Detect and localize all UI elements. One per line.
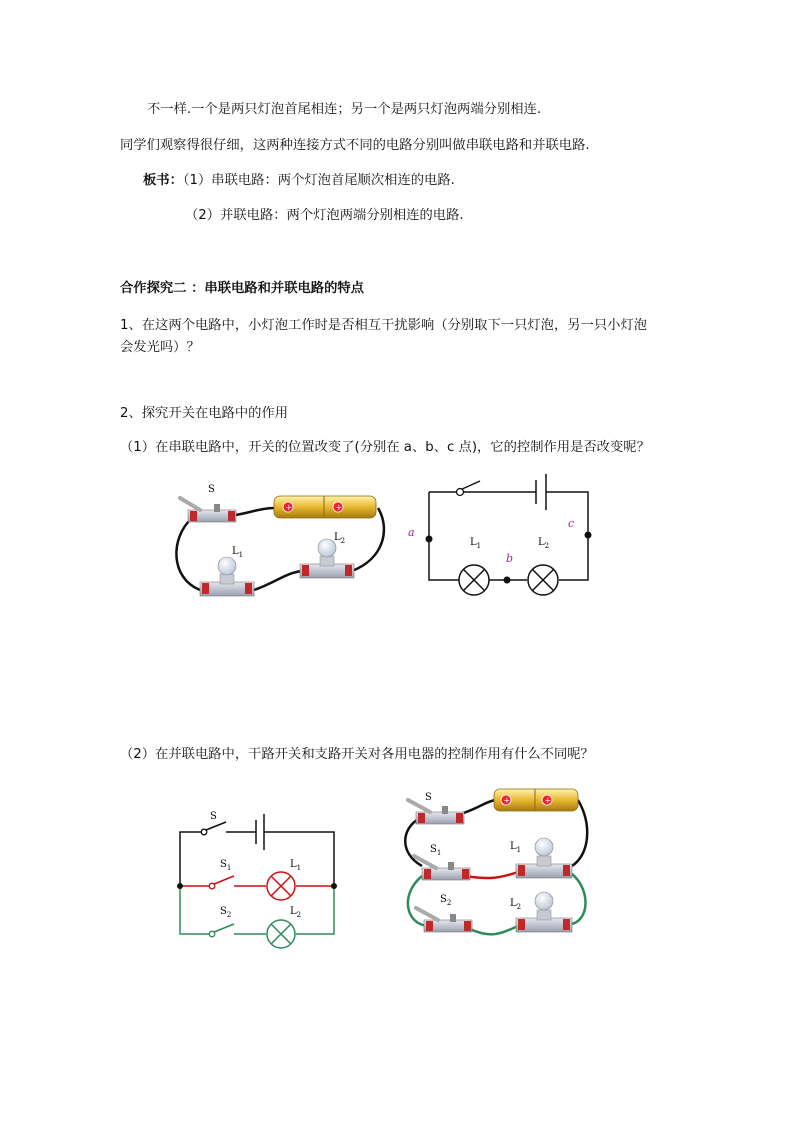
parallel-circuit-schematic xyxy=(172,806,342,948)
wire xyxy=(254,571,302,590)
wire xyxy=(230,508,275,516)
label-l2: $L_2$ xyxy=(334,532,346,545)
svg-text:+: + xyxy=(544,796,552,805)
series-circuit-photo xyxy=(170,478,390,603)
label-l1: $L_1$ xyxy=(510,841,522,854)
label-a: a xyxy=(408,526,415,539)
paragraph-1: 不一样.一个是两只灯泡首尾相连；另一个是两只灯泡两端分别相连. xyxy=(147,102,542,117)
label-b: b xyxy=(506,552,514,565)
switch-s xyxy=(180,498,236,522)
lamp-l2 xyxy=(300,539,354,578)
question-1-line-1: 1、在这两个电路中，小灯泡工作时是否相互干扰影响（分别取下一只灯泡，另一只小灯泡 xyxy=(120,318,648,333)
label-s1: $S_1$ xyxy=(220,859,232,872)
label-s2: $S_2$ xyxy=(440,894,452,907)
lamp-l2-symbol xyxy=(528,565,558,595)
board-label: 板书： xyxy=(143,173,183,188)
lamp-l2 xyxy=(516,892,572,932)
switch-s1 xyxy=(414,856,470,880)
lamp-l1-symbol xyxy=(459,565,489,595)
label-s1: $S_1$ xyxy=(430,844,442,857)
switch-contact xyxy=(457,489,464,496)
label-l2: $L_2$ xyxy=(510,898,522,911)
board-item-2: （2）并联电路：两个灯泡两端分别相连的电路. xyxy=(185,208,464,223)
parallel-circuit-photo xyxy=(400,784,600,944)
label-c: c xyxy=(568,517,575,530)
lamp-l1 xyxy=(516,838,572,878)
section-title: 合作探究二 ：串联电路和并联电路的特点 xyxy=(120,281,364,296)
series-circuit-schematic xyxy=(400,472,600,607)
svg-text:+: + xyxy=(503,796,511,805)
node-a xyxy=(426,536,433,543)
label-l1: $L_1$ xyxy=(232,546,244,559)
question-2-1: （1）在串联电路中，开关的位置改变了(分别在 a、b、c 点)，它的控制作用是否改变呢？ xyxy=(120,440,650,455)
question-2-2: （2）在并联电路中，干路开关和支路开关对各用电器的控制作用有什么不同呢？ xyxy=(120,747,594,762)
lamp-l1-symbol xyxy=(267,872,295,900)
wire xyxy=(176,518,200,590)
battery xyxy=(274,496,376,518)
switch-s2 xyxy=(416,908,472,932)
node-b xyxy=(504,577,511,584)
board-line-1 xyxy=(143,171,455,191)
switch-s xyxy=(408,800,464,824)
lamp-l2-symbol xyxy=(267,920,295,948)
svg-text:+: + xyxy=(335,503,343,512)
board-item-1: （1）串联电路：两个灯泡首尾顺次相连的电路. xyxy=(182,173,455,188)
lamp-l1 xyxy=(200,557,254,596)
question-2: 2、探究开关在电路中的作用 xyxy=(120,406,289,421)
label-s: S xyxy=(425,792,432,803)
node-c xyxy=(585,532,592,539)
paragraph-2: 同学们观察得很仔细，这两种连接方式不同的电路分别叫做串联电路和并联电路. xyxy=(120,138,590,153)
label-l1: $L_1$ xyxy=(470,537,482,550)
question-1-line-2: 会发光吗）？ xyxy=(120,340,200,355)
label-s: S xyxy=(210,811,217,822)
label-l2: $L_2$ xyxy=(290,906,302,919)
label-s2: $S_2$ xyxy=(220,906,232,919)
label-l2: $L_2$ xyxy=(538,537,550,550)
label-s: S xyxy=(208,484,215,495)
battery xyxy=(494,789,578,811)
svg-text:+: + xyxy=(285,503,293,512)
label-l1: $L_1$ xyxy=(290,859,302,872)
